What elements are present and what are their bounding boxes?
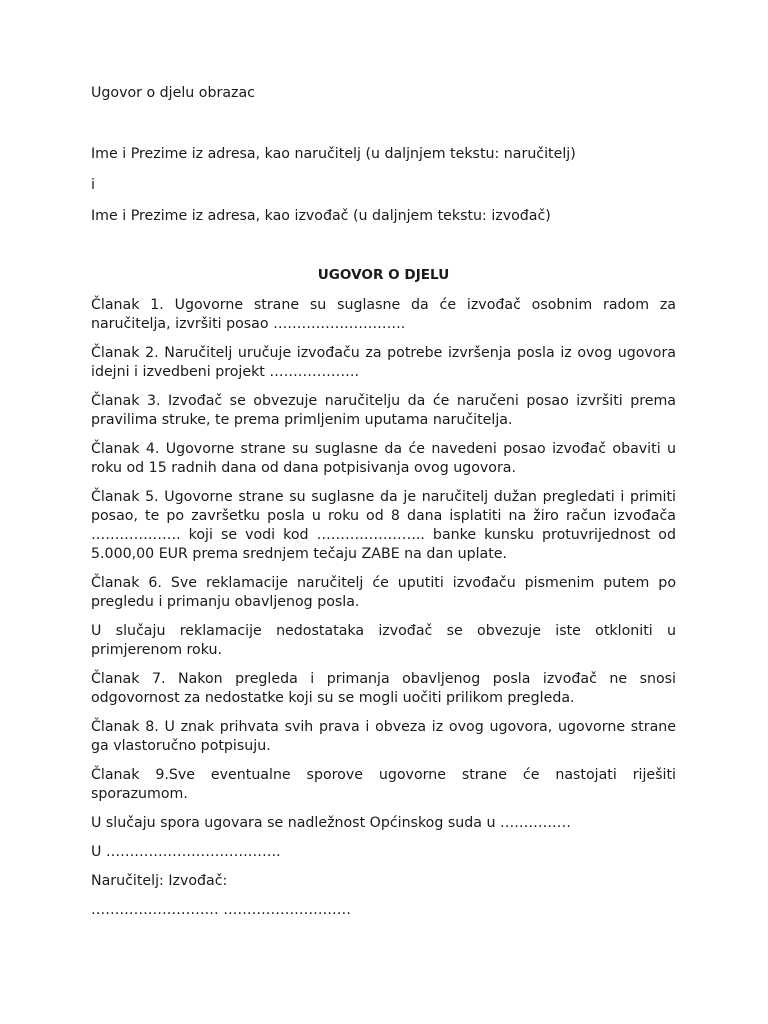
contract-heading: UGOVOR O DJELU — [317, 267, 450, 283]
article-1: Članak 1. Ugovorne strane su suglasne da će izvođač osobnim radom za naručitelja, izvršiti posao ………………………. — [91, 297, 676, 332]
document-title: Ugovor o djelu obrazac — [91, 85, 255, 101]
article-2: Članak 2. Naručitelj uručuje izvođaču za potrebe izvršenja posla iz ovog ugovora idejni i izvedbeni projekt ………………. — [91, 345, 676, 380]
party-one: Ime i Prezime iz adresa, kao naručitelj (u daljnjem tekstu: naručitelj) — [91, 146, 576, 162]
party-two: Ime i Prezime iz adresa, kao izvođač (u daljnjem tekstu: izvođač) — [91, 208, 551, 224]
article-6: Članak 6. Sve reklamacije naručitelj će uputiti izvođaču pismenim putem po pregledu i primanju obavljenog posla. — [91, 575, 676, 610]
article-5: Članak 5. Ugovorne strane su suglasne da je naručitelj dužan pregledati i primiti posao, te po završetku posla u roku od 8 dana isplatiti na žiro račun izvođača ………………. koji se vodi kod ………………….. banke kunsku protuvrijednost od 5.000,00 EUR prema srednjem tečaju ZABE na dan uplate. — [91, 489, 676, 562]
signature-lines: ……………………… ……………………… — [91, 902, 351, 918]
article-9: Članak 9.Sve eventualne sporove ugovorne strane će nastojati riješiti sporazumom. — [91, 767, 676, 802]
conjunction: i — [91, 177, 95, 193]
article-3: Članak 3. Izvođač se obvezuje naručitelju da će naručeni posao izvršiti prema pravilima struke, te prema primljenim uputama naručitelja. — [91, 393, 676, 428]
jurisdiction-clause: U slučaju spora ugovara se nadležnost Općinskog suda u …………… — [91, 815, 571, 831]
article-8: Članak 8. U znak prihvata svih prava i obveza iz ovog ugovora, ugovorne strane ga vlastoručno potpisuju. — [91, 719, 676, 754]
place-line: U ………………………………. — [91, 844, 281, 860]
document-page — [91, 84, 676, 920]
article-6-complaint: U slučaju reklamacije nedostataka izvođač se obvezuje iste otkloniti u primjerenom roku. — [91, 623, 676, 658]
signatories-label: Naručitelj: Izvođač: — [91, 873, 228, 889]
article-4: Članak 4. Ugovorne strane su suglasne da će navedeni posao izvođač obaviti u roku od 15 radnih dana od dana potpisivanja ovog ugovora. — [91, 441, 676, 476]
article-7: Članak 7. Nakon pregleda i primanja obavljenog posla izvođač ne snosi odgovornost za nedostatke koji su se mogli uočiti prilikom pregleda. — [91, 671, 676, 706]
